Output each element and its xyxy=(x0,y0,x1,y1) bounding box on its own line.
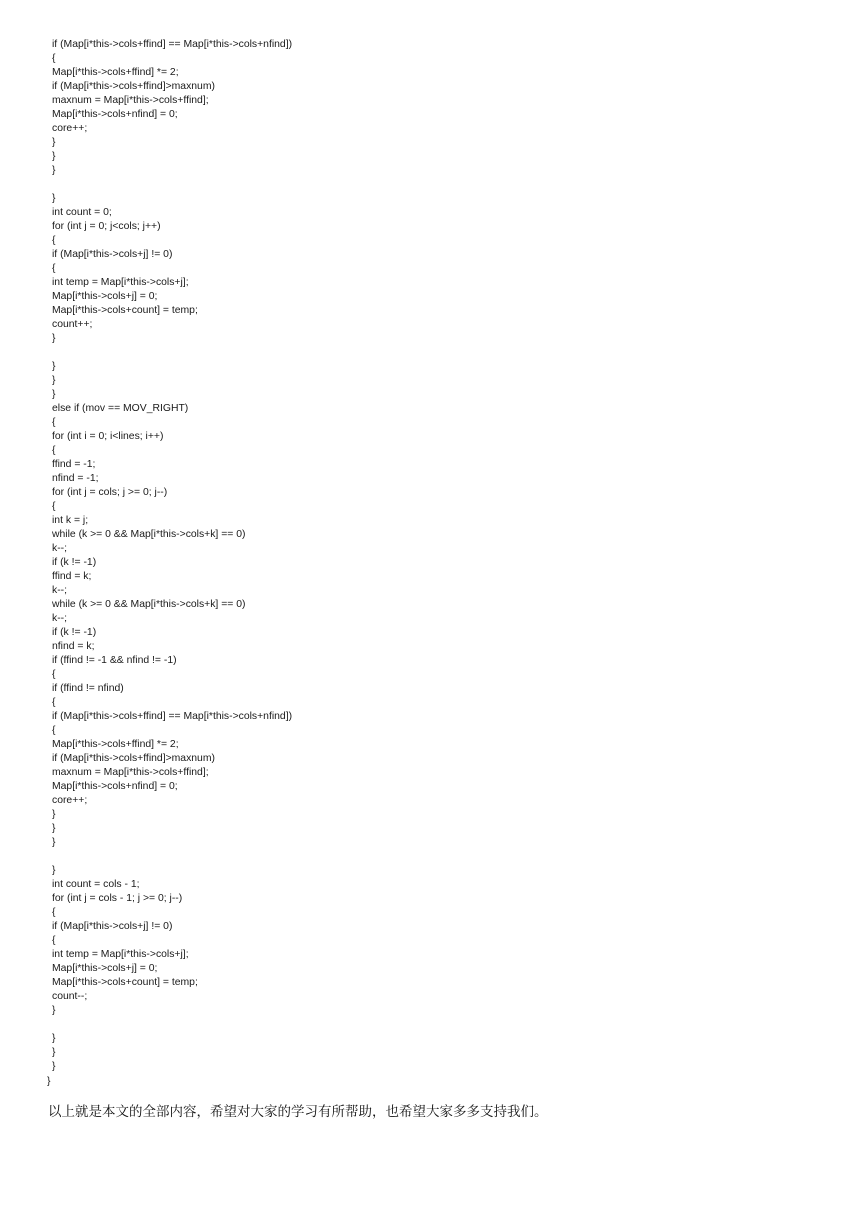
code-line: core++; xyxy=(52,123,88,134)
code-line: { xyxy=(52,935,56,946)
code-line: int k = j; xyxy=(52,515,89,526)
closing-brace: } xyxy=(47,1076,51,1087)
code-line: core++; xyxy=(52,795,88,806)
code-line: ffind = k; xyxy=(52,571,92,582)
code-line: k--; xyxy=(52,585,68,596)
code-line: { xyxy=(52,697,56,708)
code-line xyxy=(52,178,292,192)
code-line: { xyxy=(52,263,56,274)
code-line: Map[i*this->cols+count] = temp; xyxy=(52,305,198,316)
code-line: } xyxy=(52,389,56,400)
code-line: if (Map[i*this->cols+ffind] == Map[i*this->cols+nfind]) xyxy=(52,39,293,50)
code-line: } xyxy=(52,165,56,176)
code-line: if (Map[i*this->cols+j] != 0) xyxy=(52,249,173,260)
code-line: Map[i*this->cols+nfind] = 0; xyxy=(52,109,178,120)
code-line: while (k >= 0 && Map[i*this->cols+k] == 0) xyxy=(52,599,246,610)
code-line: } xyxy=(52,361,56,372)
code-line: Map[i*this->cols+count] = temp; xyxy=(52,977,198,988)
code-line: } xyxy=(52,837,56,848)
code-line: for (int j = 0; j<cols; j++) xyxy=(52,221,161,232)
code-line: Map[i*this->cols+ffind] *= 2; xyxy=(52,739,179,750)
code-line: Map[i*this->cols+j] = 0; xyxy=(52,291,158,302)
code-line: k--; xyxy=(52,613,68,624)
code-line: if (Map[i*this->cols+ffind]>maxnum) xyxy=(52,81,215,92)
code-line: { xyxy=(52,725,56,736)
code-line: maxnum = Map[i*this->cols+ffind]; xyxy=(52,95,209,106)
code-line: { xyxy=(52,907,56,918)
code-line: for (int j = cols; j >= 0; j--) xyxy=(52,487,168,498)
code-line: } xyxy=(52,1005,56,1016)
code-line: { xyxy=(52,235,56,246)
code-line: } xyxy=(52,1061,56,1072)
code-line: if (ffind != nfind) xyxy=(52,683,124,694)
code-line: count--; xyxy=(52,991,88,1002)
code-line: } xyxy=(52,333,56,344)
code-line: { xyxy=(52,53,56,64)
code-line: { xyxy=(52,669,56,680)
code-line: } xyxy=(52,151,56,162)
code-line: nfind = k; xyxy=(52,641,95,652)
code-line: if (Map[i*this->cols+ffind]>maxnum) xyxy=(52,753,215,764)
code-line: { xyxy=(52,445,56,456)
code-line: while (k >= 0 && Map[i*this->cols+k] == 0) xyxy=(52,529,246,540)
code-line: } xyxy=(52,375,56,386)
code-line: } xyxy=(52,865,56,876)
code-line: int temp = Map[i*this->cols+j]; xyxy=(52,277,189,288)
code-line: if (k != -1) xyxy=(52,557,97,568)
code-line: } xyxy=(52,193,56,204)
code-line: int temp = Map[i*this->cols+j]; xyxy=(52,949,189,960)
code-line: } xyxy=(52,823,56,834)
code-line: k--; xyxy=(52,543,68,554)
code-line: int count = 0; xyxy=(52,207,112,218)
code-line: if (ffind != -1 && nfind != -1) xyxy=(52,655,177,666)
code-line xyxy=(52,850,292,864)
code-line: Map[i*this->cols+ffind] *= 2; xyxy=(52,67,179,78)
code-line: if (Map[i*this->cols+j] != 0) xyxy=(52,921,173,932)
code-line: ffind = -1; xyxy=(52,459,96,470)
code-line: Map[i*this->cols+nfind] = 0; xyxy=(52,781,178,792)
footer-text: 以上就是本文的全部内容，希望对大家的学习有所帮助，也希望大家多多支持我们。 xyxy=(48,1104,548,1119)
code-line: for (int j = cols - 1; j >= 0; j--) xyxy=(52,893,183,904)
code-line: for (int i = 0; i<lines; i++) xyxy=(52,431,164,442)
code-line: maxnum = Map[i*this->cols+ffind]; xyxy=(52,767,209,778)
code-line: nfind = -1; xyxy=(52,473,99,484)
code-line: else if (mov == MOV_RIGHT) xyxy=(52,403,189,414)
code-line: } xyxy=(52,809,56,820)
code-line: } xyxy=(52,1033,56,1044)
code-line xyxy=(52,346,292,360)
code-line: Map[i*this->cols+j] = 0; xyxy=(52,963,158,974)
code-line xyxy=(52,1018,292,1032)
code-line: } xyxy=(52,1047,56,1058)
code-line: } xyxy=(52,137,56,148)
code-line: int count = cols - 1; xyxy=(52,879,140,890)
code-line: if (Map[i*this->cols+ffind] == Map[i*this->cols+nfind]) xyxy=(52,711,293,722)
code-line: { xyxy=(52,501,56,512)
code-line: { xyxy=(52,417,56,428)
code-line: count++; xyxy=(52,319,93,330)
code-line: if (k != -1) xyxy=(52,627,97,638)
code-block xyxy=(52,38,292,1074)
